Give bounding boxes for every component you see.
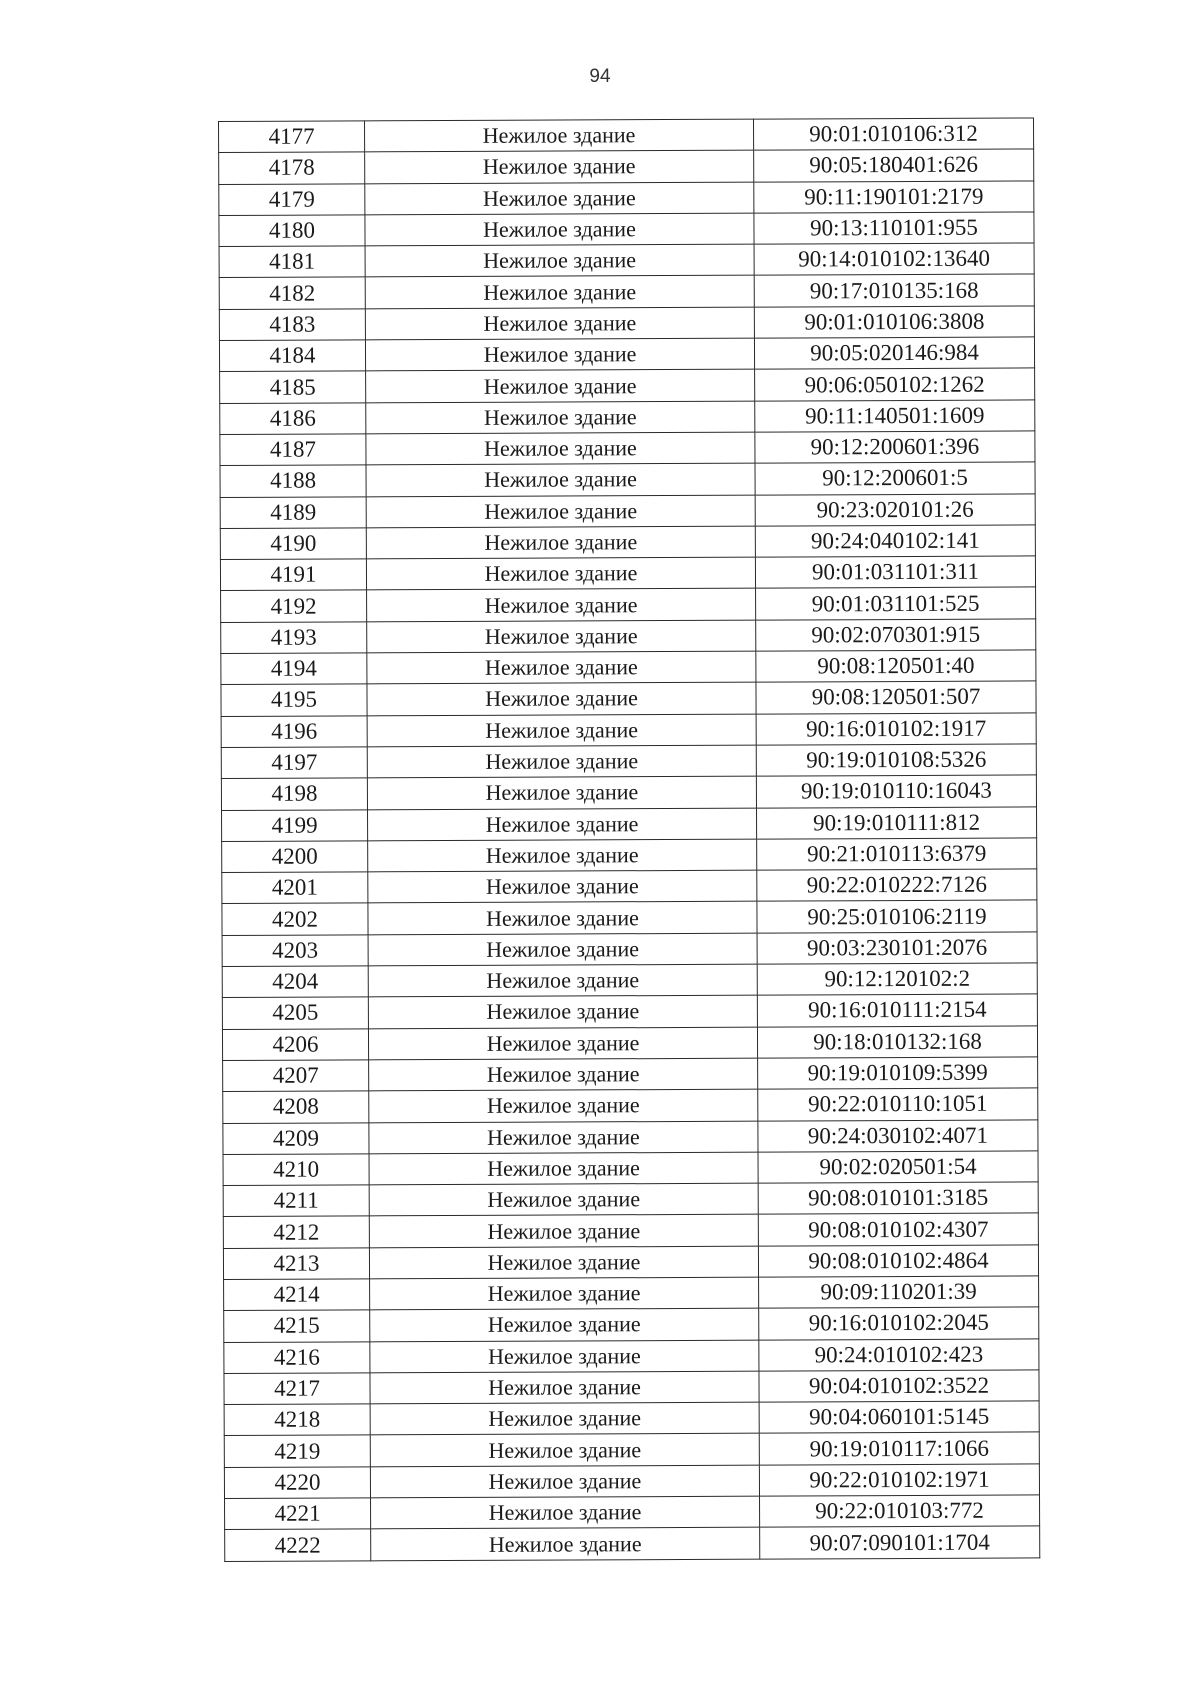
object-type-cell: Нежилое здание	[366, 463, 755, 496]
row-number-cell: 4192	[221, 590, 367, 622]
cadastral-number-cell: 90:18:010132:168	[757, 1026, 1037, 1059]
object-type-cell: Нежилое здание	[367, 745, 756, 778]
row-number-cell: 4183	[219, 309, 365, 341]
table-row	[219, 243, 1034, 278]
cadastral-number-cell: 90:01:010106:3808	[754, 306, 1034, 339]
object-type-cell: Нежилое здание	[368, 870, 757, 903]
object-type-cell: Нежилое здание	[367, 714, 756, 747]
object-type-cell: Нежилое здание	[369, 1183, 758, 1216]
table-row	[224, 1276, 1039, 1311]
row-number-cell: 4220	[224, 1467, 370, 1499]
cadastral-number-cell: 90:08:120501:40	[756, 650, 1036, 683]
cadastral-number-cell: 90:19:010109:5399	[758, 1057, 1038, 1090]
table-row	[222, 932, 1037, 967]
cadastral-number-cell: 90:16:010111:2154	[757, 994, 1037, 1027]
row-number-cell: 4212	[223, 1216, 369, 1248]
table-row	[221, 744, 1036, 779]
row-number-cell: 4201	[222, 872, 368, 904]
table-row	[221, 713, 1036, 748]
row-number-cell: 4205	[222, 997, 368, 1029]
object-type-cell: Нежилое здание	[369, 1215, 758, 1248]
table-row	[222, 900, 1037, 935]
row-number-cell: 4189	[220, 496, 366, 528]
table-row	[222, 994, 1037, 1029]
table-row	[219, 212, 1034, 247]
table-row	[223, 1182, 1038, 1217]
object-type-cell: Нежилое здание	[366, 557, 755, 590]
row-number-cell: 4194	[221, 653, 367, 685]
cadastral-number-cell: 90:19:010110:16043	[756, 775, 1036, 808]
row-number-cell: 4199	[222, 809, 368, 841]
cadastral-number-cell: 90:06:050102:1262	[755, 368, 1035, 401]
table-row	[219, 181, 1034, 216]
object-type-cell: Нежилое здание	[368, 933, 757, 966]
cadastral-number-cell: 90:24:040102:141	[755, 525, 1035, 558]
row-number-cell: 4193	[221, 622, 367, 654]
row-number-cell: 4187	[220, 434, 366, 466]
table-row	[223, 1057, 1038, 1092]
row-number-cell: 4215	[224, 1310, 370, 1342]
row-number-cell: 4190	[220, 528, 366, 560]
table-row	[222, 869, 1037, 904]
table-row	[219, 337, 1034, 372]
row-number-cell: 4203	[222, 935, 368, 967]
cadastral-number-cell: 90:21:010113:6379	[757, 838, 1037, 871]
cadastral-number-cell: 90:01:031101:311	[755, 556, 1035, 589]
row-number-cell: 4218	[224, 1404, 370, 1436]
table-row	[221, 775, 1036, 810]
row-number-cell: 4198	[221, 778, 367, 810]
cadastral-number-cell: 90:04:010102:3522	[759, 1370, 1039, 1403]
object-type-cell: Нежилое здание	[368, 995, 757, 1028]
table-row	[223, 1151, 1038, 1186]
row-number-cell: 4184	[219, 340, 365, 372]
cadastral-number-cell: 90:22:010110:1051	[758, 1088, 1038, 1121]
cadastral-number-cell: 90:08:010101:3185	[758, 1182, 1038, 1215]
row-number-cell: 4181	[219, 246, 365, 278]
row-number-cell: 4191	[220, 559, 366, 591]
object-type-cell: Нежилое здание	[365, 150, 754, 183]
registry-table	[218, 117, 1040, 1561]
table-row	[222, 806, 1037, 841]
table-row	[219, 306, 1034, 341]
table-row	[221, 681, 1036, 716]
row-number-cell: 4202	[222, 903, 368, 935]
object-type-cell: Нежилое здание	[365, 338, 754, 371]
cadastral-number-cell: 90:11:140501:1609	[755, 400, 1035, 433]
row-number-cell: 4213	[223, 1248, 369, 1280]
table-row	[220, 556, 1035, 591]
cadastral-number-cell: 90:11:190101:2179	[754, 181, 1034, 214]
table-row	[219, 149, 1034, 184]
page-number: 94	[589, 66, 611, 87]
row-number-cell: 4207	[223, 1060, 369, 1092]
table-row	[223, 1245, 1038, 1280]
cadastral-number-cell: 90:19:010111:812	[757, 806, 1037, 839]
row-number-cell: 4222	[225, 1529, 371, 1561]
row-number-cell: 4214	[224, 1279, 370, 1311]
table-row	[222, 838, 1037, 873]
cadastral-number-cell: 90:22:010103:772	[760, 1495, 1040, 1528]
table-row	[223, 1119, 1038, 1154]
row-number-cell: 4216	[224, 1341, 370, 1373]
row-number-cell: 4197	[221, 747, 367, 779]
cadastral-number-cell: 90:22:010102:1971	[759, 1464, 1039, 1497]
table-row	[222, 963, 1037, 998]
cadastral-number-cell: 90:08:120501:507	[756, 681, 1036, 714]
cadastral-number-cell: 90:08:010102:4864	[758, 1245, 1038, 1278]
row-number-cell: 4209	[223, 1122, 369, 1154]
table-row	[222, 1026, 1037, 1061]
object-type-cell: Нежилое здание	[366, 495, 755, 528]
cadastral-number-cell: 90:01:010106:312	[753, 118, 1033, 151]
object-type-cell: Нежилое здание	[367, 651, 756, 684]
object-type-cell: Нежилое здание	[365, 119, 754, 152]
row-number-cell: 4217	[224, 1373, 370, 1405]
object-type-cell: Нежилое здание	[371, 1496, 760, 1529]
table-row	[224, 1432, 1039, 1467]
cadastral-number-cell: 90:05:020146:984	[754, 337, 1034, 370]
table-row	[219, 274, 1034, 309]
cadastral-number-cell: 90:12:200601:396	[755, 431, 1035, 464]
object-type-cell: Нежилое здание	[370, 1434, 759, 1467]
object-type-cell: Нежилое здание	[369, 1246, 758, 1279]
row-number-cell: 4182	[219, 277, 365, 309]
cadastral-number-cell: 90:09:110201:39	[759, 1276, 1039, 1309]
object-type-cell: Нежилое здание	[370, 1340, 759, 1373]
object-type-cell: Нежилое здание	[369, 1152, 758, 1185]
table-row	[221, 619, 1036, 654]
table-row	[220, 462, 1035, 497]
table-row	[221, 650, 1036, 685]
cadastral-number-cell: 90:03:230101:2076	[757, 932, 1037, 965]
object-type-cell: Нежилое здание	[368, 1027, 757, 1060]
row-number-cell: 4206	[222, 1028, 368, 1060]
cadastral-number-cell: 90:16:010102:1917	[756, 713, 1036, 746]
object-type-cell: Нежилое здание	[370, 1277, 759, 1310]
table-row	[220, 400, 1035, 435]
table-row	[224, 1307, 1039, 1342]
row-number-cell: 4178	[219, 152, 365, 184]
cadastral-number-cell: 90:02:070301:915	[756, 619, 1036, 652]
row-number-cell: 4219	[224, 1435, 370, 1467]
table-row	[224, 1401, 1039, 1436]
row-number-cell: 4195	[221, 684, 367, 716]
cadastral-number-cell: 90:02:020501:54	[758, 1151, 1038, 1184]
cadastral-number-cell: 90:24:030102:4071	[758, 1119, 1038, 1152]
table-body	[219, 118, 1040, 1561]
cadastral-number-cell: 90:07:090101:1704	[760, 1526, 1040, 1559]
cadastral-number-cell: 90:22:010222:7126	[757, 869, 1037, 902]
object-type-cell: Нежилое здание	[366, 526, 755, 559]
object-type-cell: Нежилое здание	[368, 808, 757, 841]
row-number-cell: 4210	[223, 1154, 369, 1186]
cadastral-number-cell: 90:13:110101:955	[754, 212, 1034, 245]
table-row	[220, 368, 1035, 403]
cadastral-number-cell: 90:12:200601:5	[755, 462, 1035, 495]
object-type-cell: Нежилое здание	[366, 432, 755, 465]
table-row	[220, 525, 1035, 560]
object-type-cell: Нежилое здание	[367, 776, 756, 809]
object-type-cell: Нежилое здание	[370, 1308, 759, 1341]
cadastral-number-cell: 90:19:010117:1066	[759, 1432, 1039, 1465]
object-type-cell: Нежилое здание	[367, 683, 756, 716]
object-type-cell: Нежилое здание	[366, 370, 755, 403]
table-row	[224, 1464, 1039, 1499]
cadastral-number-cell: 90:04:060101:5145	[759, 1401, 1039, 1434]
object-type-cell: Нежилое здание	[371, 1528, 760, 1561]
table-row	[224, 1339, 1039, 1374]
table-row	[219, 118, 1034, 153]
table-row	[224, 1370, 1039, 1405]
cadastral-number-cell: 90:24:010102:423	[759, 1339, 1039, 1372]
table-row	[220, 431, 1035, 466]
object-type-cell: Нежилое здание	[369, 1089, 758, 1122]
object-type-cell: Нежилое здание	[370, 1465, 759, 1498]
row-number-cell: 4196	[221, 715, 367, 747]
row-number-cell: 4204	[222, 966, 368, 998]
cadastral-number-cell: 90:01:031101:525	[756, 587, 1036, 620]
table-row	[221, 587, 1036, 622]
cadastral-number-cell: 90:17:010135:168	[754, 274, 1034, 307]
object-type-cell: Нежилое здание	[368, 902, 757, 935]
row-number-cell: 4180	[219, 215, 365, 247]
row-number-cell: 4188	[220, 465, 366, 497]
row-number-cell: 4186	[220, 403, 366, 435]
object-type-cell: Нежилое здание	[365, 244, 754, 277]
table-row	[225, 1495, 1040, 1530]
row-number-cell: 4211	[223, 1185, 369, 1217]
cadastral-number-cell: 90:08:010102:4307	[758, 1213, 1038, 1246]
cadastral-number-cell: 90:19:010108:5326	[756, 744, 1036, 777]
table-row	[220, 494, 1035, 529]
row-number-cell: 4221	[225, 1498, 371, 1530]
object-type-cell: Нежилое здание	[366, 401, 755, 434]
cadastral-number-cell: 90:05:180401:626	[754, 149, 1034, 182]
object-type-cell: Нежилое здание	[369, 1058, 758, 1091]
table-row	[223, 1213, 1038, 1248]
object-type-cell: Нежилое здание	[365, 276, 754, 309]
row-number-cell: 4177	[219, 121, 365, 153]
object-type-cell: Нежилое здание	[369, 1121, 758, 1154]
table-row	[223, 1088, 1038, 1123]
object-type-cell: Нежилое здание	[365, 307, 754, 340]
cadastral-number-cell: 90:25:010106:2119	[757, 900, 1037, 933]
object-type-cell: Нежилое здание	[365, 213, 754, 246]
table-row	[225, 1526, 1040, 1561]
object-type-cell: Нежилое здание	[367, 620, 756, 653]
object-type-cell: Нежилое здание	[370, 1402, 759, 1435]
row-number-cell: 4185	[220, 371, 366, 403]
object-type-cell: Нежилое здание	[368, 839, 757, 872]
object-type-cell: Нежилое здание	[370, 1371, 759, 1404]
cadastral-number-cell: 90:14:010102:13640	[754, 243, 1034, 276]
row-number-cell: 4200	[222, 841, 368, 873]
cadastral-number-cell: 90:16:010102:2045	[759, 1307, 1039, 1340]
object-type-cell: Нежилое здание	[365, 182, 754, 215]
cadastral-number-cell: 90:23:020101:26	[755, 494, 1035, 527]
object-type-cell: Нежилое здание	[368, 964, 757, 997]
object-type-cell: Нежилое здание	[367, 589, 756, 622]
row-number-cell: 4208	[223, 1091, 369, 1123]
cadastral-number-cell: 90:12:120102:2	[757, 963, 1037, 996]
row-number-cell: 4179	[219, 183, 365, 215]
